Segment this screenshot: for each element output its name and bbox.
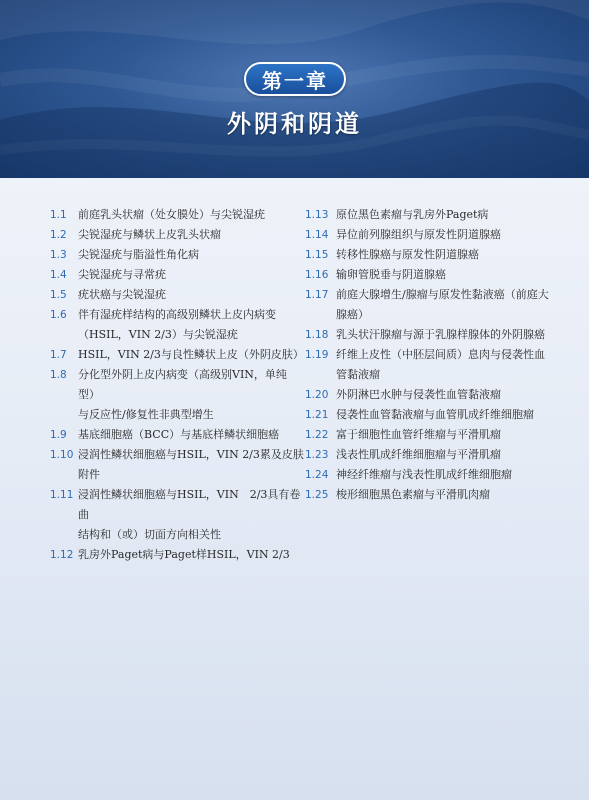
toc-entry[interactable] (50, 305, 305, 345)
toc-entry-title: 梭形细胞黑色素瘤与平滑肌肉瘤 (336, 488, 490, 501)
toc-entry[interactable] (305, 265, 555, 285)
toc-entry[interactable] (50, 365, 305, 425)
toc-entry-number: 1.7 (50, 349, 67, 361)
toc-entry-number: 1.11 (50, 489, 74, 501)
toc-entry-title: 前庭大腺增生/腺瘤与原发性黏液癌（前庭大 腺癌） (336, 288, 549, 321)
toc-entry-title: 尖锐湿疣与寻常疣 (78, 268, 166, 281)
toc-entry-title: 浸润性鳞状细胞癌与HSIL，VIN 2/3累及皮肤附件 (78, 448, 304, 481)
toc-entry-title: 浅表性肌成纤维细胞瘤与平滑肌瘤 (336, 448, 501, 461)
toc-entry-number: 1.9 (50, 429, 67, 441)
toc-entry-number: 1.17 (305, 289, 329, 301)
toc-entry[interactable] (305, 285, 555, 325)
toc-entry-title: HSIL，VIN 2/3与良性鳞状上皮（外阴皮肤） (78, 348, 304, 361)
toc-left-column (50, 205, 305, 565)
toc-entry-title: 分化型外阴上皮内病变（高级别VIN，单纯型） 与反应性/修复性非典型增生 (78, 368, 287, 421)
toc-entry-number: 1.25 (305, 489, 329, 501)
toc-entry-number: 1.16 (305, 269, 329, 281)
toc-entry-number: 1.5 (50, 289, 67, 301)
toc-entry[interactable] (50, 445, 305, 485)
toc-entry-title: 转移性腺癌与原发性阴道腺癌 (336, 248, 479, 261)
toc-entry[interactable] (305, 205, 555, 225)
toc-entry[interactable] (305, 345, 555, 385)
toc-entry-title: 浸润性鳞状细胞癌与HSIL，VIN 2/3具有卷曲 结构和（或）切面方向相关性 (78, 488, 301, 541)
toc-entry-number: 1.1 (50, 209, 67, 221)
toc-entry[interactable] (50, 265, 305, 285)
toc-entry-title: 侵袭性血管黏液瘤与血管肌成纤维细胞瘤 (336, 408, 534, 421)
toc-entry[interactable] (305, 465, 555, 485)
toc-entry-number: 1.12 (50, 549, 74, 561)
toc-entry-title: 尖锐湿疣与脂溢性角化病 (78, 248, 199, 261)
chapter-label: 第一章 (262, 68, 328, 93)
toc-entry[interactable] (305, 425, 555, 445)
toc-entry-number: 1.6 (50, 309, 67, 321)
toc-entry-number: 1.20 (305, 389, 329, 401)
toc-entry-number: 1.21 (305, 409, 329, 421)
toc-entry-title: 输卵管脱垂与阴道腺癌 (336, 268, 446, 281)
toc-entry-title: 原位黑色素瘤与乳房外Paget病 (336, 208, 489, 221)
chapter-banner (0, 0, 589, 178)
toc-entry[interactable] (50, 545, 305, 565)
toc-entry-number: 1.22 (305, 429, 329, 441)
toc-entry-title: 纤维上皮性（中胚层间质）息肉与侵袭性血 管黏液瘤 (336, 348, 545, 381)
toc-entry-title: 基底细胞癌（BCC）与基底样鳞状细胞癌 (78, 428, 280, 441)
toc-entry-number: 1.23 (305, 449, 329, 461)
toc-entry-title: 神经纤维瘤与浅表性肌成纤维细胞瘤 (336, 468, 512, 481)
toc-entry-number: 1.15 (305, 249, 329, 261)
toc-entry-number: 1.2 (50, 229, 67, 241)
toc-entry-title: 伴有湿疣样结构的高级别鳞状上皮内病变 （HSIL，VIN 2/3）与尖锐湿疣 (78, 308, 276, 341)
toc-entry-title: 乳头状汗腺瘤与源于乳腺样腺体的外阴腺癌 (336, 328, 545, 341)
toc-entry[interactable] (305, 385, 555, 405)
toc-entry[interactable] (305, 245, 555, 265)
toc-entry-title: 异位前列腺组织与原发性阴道腺癌 (336, 228, 501, 241)
toc-entry[interactable] (50, 285, 305, 305)
chapter-number-badge (244, 62, 346, 96)
toc-entry[interactable] (305, 485, 555, 505)
toc-entry[interactable] (50, 205, 305, 225)
toc-entry-number: 1.4 (50, 269, 67, 281)
toc-entry-number: 1.13 (305, 209, 329, 221)
toc-entry-title: 尖锐湿疣与鳞状上皮乳头状瘤 (78, 228, 221, 241)
toc-entry-title: 乳房外Paget病与Paget样HSIL，VIN 2/3 (78, 548, 290, 561)
toc-right-column (305, 205, 555, 505)
chapter-title: 外阴和阴道 (227, 110, 362, 138)
toc-entry[interactable] (50, 425, 305, 445)
toc-entry[interactable] (50, 225, 305, 245)
toc-entry-number: 1.19 (305, 349, 329, 361)
toc-entry[interactable] (50, 485, 305, 545)
toc-entry-title: 疣状癌与尖锐湿疣 (78, 288, 166, 301)
toc-entry[interactable] (50, 245, 305, 265)
toc-entry[interactable] (50, 345, 305, 365)
toc-entry-number: 1.10 (50, 449, 74, 461)
toc-entry-title: 前庭乳头状瘤（处女膜处）与尖锐湿疣 (78, 208, 265, 221)
toc-entry[interactable] (305, 225, 555, 245)
toc-entry-number: 1.14 (305, 229, 329, 241)
toc-entry-title: 外阴淋巴水肿与侵袭性血管黏液瘤 (336, 388, 501, 401)
toc-entry-number: 1.24 (305, 469, 329, 481)
toc-entry[interactable] (305, 325, 555, 345)
toc-entry[interactable] (305, 445, 555, 465)
toc-entry-number: 1.3 (50, 249, 67, 261)
toc-entry[interactable] (305, 405, 555, 425)
toc-entry-number: 1.18 (305, 329, 329, 341)
toc-entry-title: 富于细胞性血管纤维瘤与平滑肌瘤 (336, 428, 501, 441)
toc-entry-number: 1.8 (50, 369, 67, 381)
